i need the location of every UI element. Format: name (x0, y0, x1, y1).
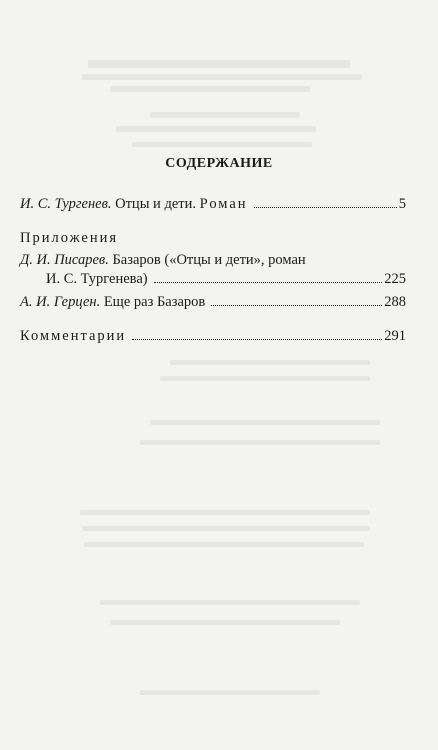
toc-entry-comments[interactable] (20, 327, 406, 346)
bleed-through-text (100, 600, 360, 605)
toc-heading: СОДЕРЖАНИЕ (165, 156, 273, 171)
toc-entry-page: 225 (384, 271, 406, 287)
toc-entry-page: 288 (384, 294, 406, 310)
toc-entry-main[interactable] (20, 195, 406, 214)
bleed-through-text (110, 86, 310, 92)
toc-section-label: Приложения (20, 230, 119, 246)
bleed-through-text (82, 74, 362, 80)
toc-entry-title: Комментарии (20, 328, 127, 344)
bleed-through-text (160, 376, 370, 381)
toc-entry-title-continued: И. С. Тургенева) (46, 271, 148, 287)
bleed-through-text (132, 142, 312, 147)
bleed-through-text (84, 542, 364, 547)
toc-entry-title: Еще раз Базаров (103, 294, 206, 310)
toc-entry-author: Д. И. Писарев. (20, 252, 109, 268)
leader-dots (132, 339, 382, 340)
bleed-through-text (140, 440, 380, 445)
leader-dots (154, 282, 383, 283)
toc-entry-pisarev[interactable] (20, 251, 406, 289)
toc-entry-author: И. С. Тургенев. (20, 196, 112, 212)
toc-entry-herzen[interactable] (20, 293, 406, 312)
bleed-through-text (80, 510, 370, 515)
bleed-through-text (150, 420, 380, 425)
toc-entry-genre: Роман (199, 196, 248, 212)
toc-section-heading (20, 229, 406, 248)
bleed-through-text (110, 620, 340, 625)
toc-entry-title: Отцы и дети. (115, 196, 196, 212)
bleed-through-text (116, 126, 316, 132)
leader-dots (254, 207, 397, 208)
bleed-through-text (82, 526, 370, 531)
bleed-through-text (88, 60, 350, 68)
toc-entry-page: 291 (384, 328, 406, 344)
bleed-through-text (170, 360, 370, 365)
toc-entry-page: 5 (398, 196, 406, 212)
bleed-through-text (140, 690, 320, 695)
toc-entry-author: А. И. Герцен. (20, 294, 101, 310)
toc-entry-title: Базаров («Отцы и дети», роман (112, 252, 306, 268)
leader-dots (211, 305, 382, 306)
bleed-through-text (150, 112, 300, 118)
